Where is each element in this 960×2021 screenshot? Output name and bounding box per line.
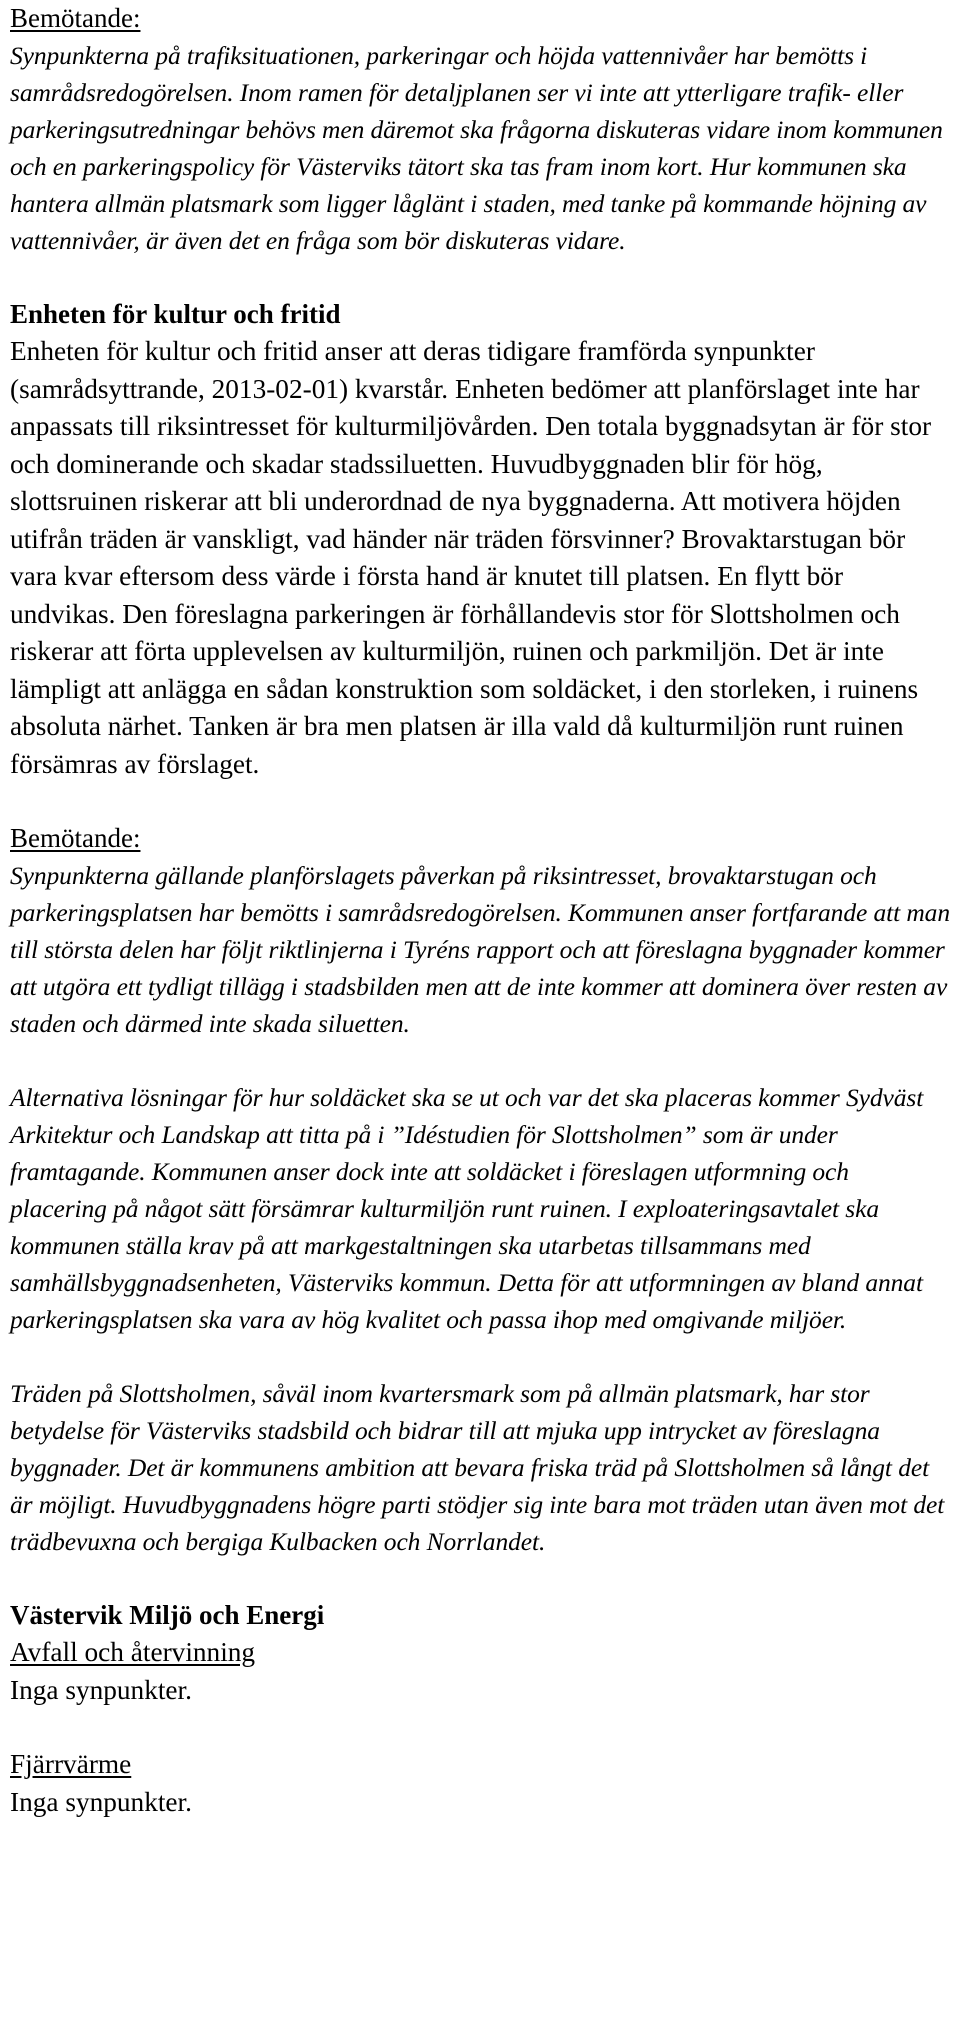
section-heading-kultur: Enheten för kultur och fritid	[10, 299, 341, 329]
subsection-label-avfall: Avfall och återvinning	[10, 1637, 256, 1667]
subsection-label-fjarrvarme: Fjärrvärme	[10, 1749, 132, 1779]
response-label: Bemötande:	[10, 823, 141, 853]
response-paragraph-3: Träden på Slottsholmen, såväl inom kvartersmark som på allmän platsmark, har stor betydelse för Västerviks stadsbild och bidrar till att mjuka upp intrycket av föreslagna byggnader. Det är kommunens ambition att bevara friska träd på Slottsholmen så långt det är möjligt. Huvudbyggnadens högre parti stödjer sig inte bara mot träden utan även mot det trädbevuxna och bergiga Kulbacken och Norrlandet.	[10, 1379, 945, 1556]
fjarrvarme-text: Inga synpunkter.	[10, 1786, 192, 1817]
spacer	[10, 259, 950, 296]
response-text: Synpunkterna på trafiksituationen, parkeringar och höjda vattennivåer har bemötts i samrådsredogörelsen. Inom ramen för detaljplanen ser vi inte att ytterligare trafik- eller parkeringsutredningar behövs men däremot ska frågorna diskuteras vidare inom kommunen och en parkeringspolicy för Västerviks tätort ska tas fram inom kort. Hur kommunen ska hantera allmän platsmark som ligger låglänt i staden, med tanke på kommande höjning av vattennivåer, är även det en fråga som bör diskuteras vidare.	[10, 41, 943, 255]
response-paragraph-2: Alternativa lösningar för hur soldäcket ska se ut och var det ska placeras kommer Sydväst Arkitektur och Landskap att titta på i ”Idéstudien för Slottsholmen” som är under framtagande. Kommunen anser dock inte att soldäcket i föreslagen utformning och placering på något sätt försämrar kulturmiljön runt ruinen. I exploateringsavtalet ska kommunen ställa krav på att markgestaltningen ska utarbetas tillsammans med samhällsbyggnadsenheten, Västerviks kommun. Detta för att utformningen av bland annat parkeringsplatsen ska vara av hög kvalitet och passa ihop med omgivande miljöer.	[10, 1083, 924, 1334]
section-heading-vme: Västervik Miljö och Energi	[10, 1600, 325, 1630]
spacer	[10, 1709, 950, 1746]
response-paragraph-1: Synpunkterna gällande planförslagets påverkan på riksintresset, brovaktarstugan och parkeringsplatsen har bemötts i samrådsredogörelsen. Kommunen anser fortfarande att man till största delen har följt riktlinjerna i Tyréns rapport och att föreslagna byggnader kommer att utgöra ett tydligt tillägg i stadsbilden men att de inte kommer att dominera över resten av staden och därmed inte skada siluetten.	[10, 861, 950, 1038]
kultur-statement: Enheten för kultur och fritid anser att deras tidigare framförda synpunkter (samrådsyttrande, 2013-02-01) kvarstår. Enheten bedömer att planförslaget inte har anpassats till riksintresset för kulturmiljövården. Den totala byggnadsytan är för stor och dominerande och skadar stadssiluetten. Huvudbyggnaden blir för hög, slottsruinen riskerar att bli underordnad de nya byggnaderna. Att motivera höjden utifrån träden är vanskligt, vad händer när träden försvinner? Brovaktarstugan bör vara kvar eftersom dess värde i första hand är knutet till platsen. En flytt bör undvikas. Den föreslagna parkeringen är förhållandevis stor för Slottsholmen och riskerar att förta upplevelsen av kulturmiljön, ruinen och parkmiljön. Det är inte lämpligt att anlägga en sådan konstruktion som soldäcket, i den storleken, i ruinens absoluta närhet. Tanken är bra men platsen är illa vald då kulturmiljön runt ruinen försämras av förslaget.	[10, 336, 932, 779]
spacer	[10, 1338, 950, 1375]
avfall-text: Inga synpunkter.	[10, 1674, 192, 1705]
response-label: Bemötande:	[10, 3, 141, 33]
spacer	[10, 1560, 950, 1597]
spacer	[10, 783, 950, 820]
spacer	[10, 1042, 950, 1079]
